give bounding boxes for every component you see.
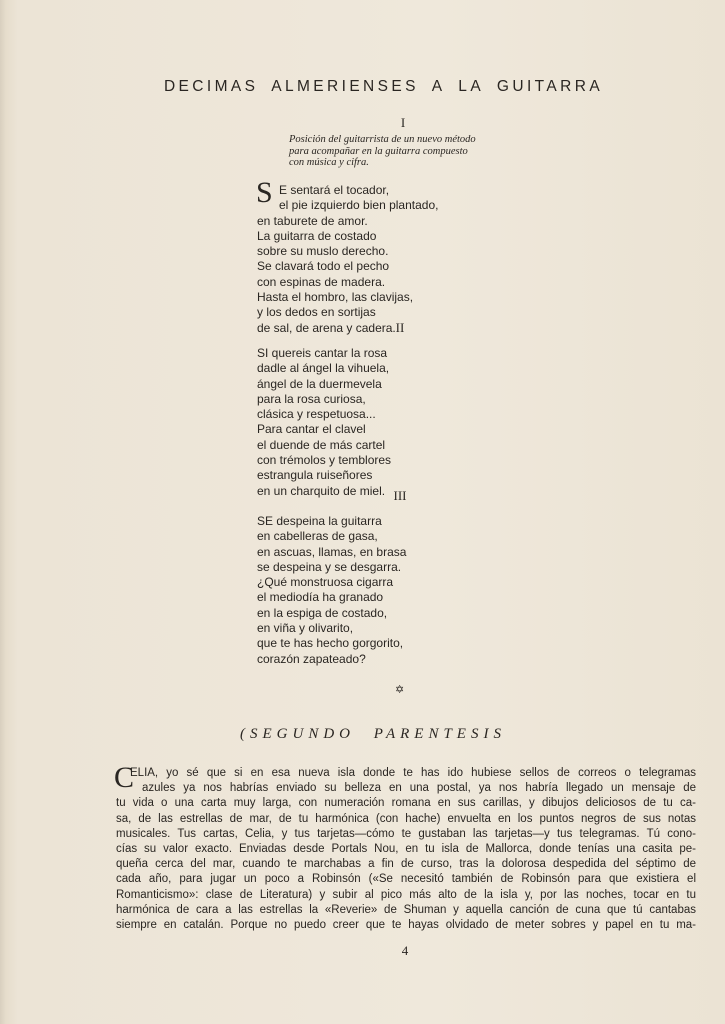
- section-numeral-2: II: [395, 320, 405, 335]
- prose-line: queña cerca del mar, cuando te marchabas a fin de curso, tras la dolorosa despedida del séptimo de: [116, 858, 696, 871]
- verse-line: el mediodía ha granado: [257, 590, 384, 605]
- verse-line: en taburete de amor.: [257, 213, 368, 228]
- verse-line: en cabelleras de gasa,: [257, 529, 378, 544]
- verse-line: SI quereis cantar la rosa: [257, 346, 388, 360]
- verse-line: en ascuas, llamas, en brasa: [257, 544, 407, 559]
- prose-line: cías su valor exacto. Enviadas desde Portals Nou, en tu isla de Mallorca, donde tenías una casita pe-: [116, 843, 696, 856]
- verse-line: Se clavará todo el pecho: [257, 259, 390, 274]
- verse-line: estrangula ruiseñores: [257, 468, 373, 483]
- prose-line: ELIA, yo sé que si en esa nueva isla donde te has ido hubiese sellos de correos o telegramas: [130, 767, 696, 779]
- subtitle-line: Posición del guitarrista de un nuevo método: [289, 134, 476, 145]
- stanza-1: [257, 183, 557, 336]
- section-subtitle: [289, 134, 519, 169]
- verse-line: que te has hecho gorgorito,: [257, 636, 404, 651]
- verse-line: para la rosa curiosa,: [257, 391, 366, 406]
- verse-line: de sal, de arena y cadera.: [257, 320, 396, 335]
- star-of-david-icon: ✡: [395, 684, 405, 696]
- prose-line: harmónica de cara a las estrellas la «Reverie» de Shuman y aquella canción de cuna que tú cantabas: [116, 903, 696, 916]
- verse-line: corazón zapateado?: [257, 651, 366, 666]
- verse-line: ángel de la duermevela: [257, 376, 382, 391]
- verse-line: Para cantar el clavel: [257, 422, 366, 437]
- prose-paragraph: [116, 766, 696, 933]
- prose-line: cada año, para jugar un poco a Robinsón («Se necesitó también de Robinsón para que existiera el: [116, 873, 696, 886]
- verse-line: se despeina y se desgarra.: [257, 559, 402, 574]
- prose-line: Romanticismo»: clase de Literatura) y subir al pico más alto de la isla y, por las noches, tocar en tu: [116, 888, 696, 901]
- verse-line: SE despeina la guitarra: [257, 514, 382, 528]
- verse-line: E sentará el tocador,: [279, 183, 390, 197]
- verse-line: en viña y olivarito,: [257, 621, 354, 636]
- stanza-3: [257, 514, 557, 667]
- prose-line: siempre en catalán. Porque no puedo creer que te hayas olvidado de meter sobres y papel en tu ma-: [116, 919, 696, 932]
- verse-line: el pie izquierdo bien plantado,: [279, 198, 439, 213]
- verse-line: ¿Qué monstruosa cigarra: [257, 575, 394, 590]
- section-heading: (SEGUNDO PARENTESIS: [240, 726, 506, 742]
- verse-line: el duende de más cartel: [257, 437, 386, 452]
- verse-line: en un charquito de miel.: [257, 483, 386, 498]
- page-title: DECIMAS ALMERIENSES A LA GUITARRA: [163, 78, 604, 95]
- stanza-2: [257, 346, 557, 499]
- subtitle-line: con música y cifra.: [289, 157, 369, 168]
- prose-line: azules ya nos habrías enviado su belleza en una postal, ya nos habría llegado un mensaje de: [142, 782, 696, 795]
- verse-line: La guitarra de costado: [257, 228, 377, 243]
- verse-line: Hasta el hombro, las clavijas,: [257, 290, 414, 305]
- verse-line: con trémolos y temblores: [257, 453, 392, 468]
- prose-line: tu vida o una carta muy larga, con numeración romana en sus carillas, y dibujos deliciosos de tu ca-: [116, 797, 696, 810]
- drop-cap: S: [256, 176, 273, 209]
- verse-line: en la espiga de costado,: [257, 605, 388, 620]
- verse-line: clásica y respetuosa...: [257, 407, 376, 422]
- prose-line: sa, de las estrellas de mar, de tu harmónica (con hache) envuelta en los puntos negros de sus notas: [116, 812, 696, 825]
- section-numeral-3: III: [393, 488, 407, 503]
- prose-line: musicales. Tus cartas, Celia, y tus tarjetas—cómo te gustaban las tarjetas—y tus telegramas. Tú cono-: [116, 827, 696, 840]
- verse-line: dadle al ángel la vihuela,: [257, 361, 390, 376]
- verse-line: sobre su muslo derecho.: [257, 244, 389, 259]
- section-numeral-1: I: [400, 115, 406, 130]
- subtitle-line: para acompañar en la guitarra compuesto: [289, 145, 468, 157]
- verse-line: y los dedos en sortijas: [257, 305, 376, 320]
- drop-cap: C: [114, 761, 135, 794]
- page-number: 4: [401, 943, 409, 958]
- verse-line: con espinas de madera.: [257, 274, 386, 289]
